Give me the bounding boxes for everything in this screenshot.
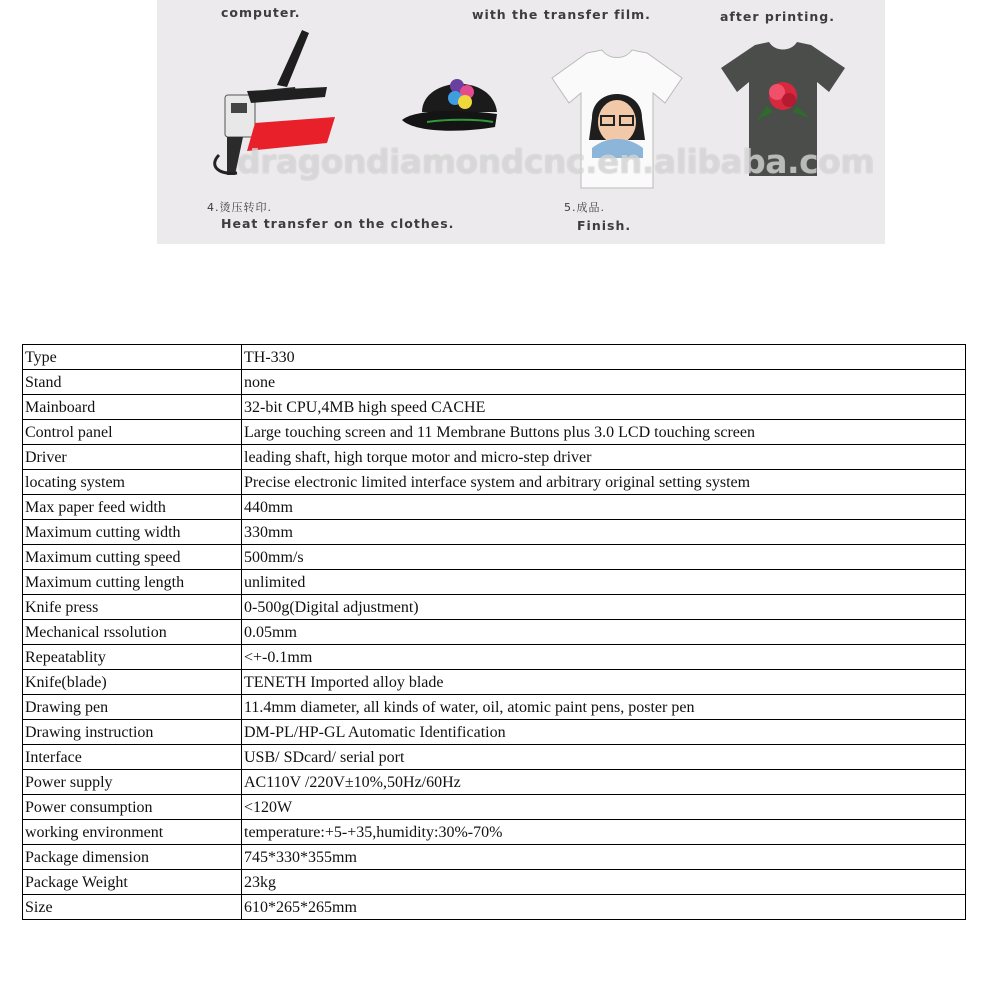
spec-value: leading shaft, high torque motor and micro-step driver [242,445,966,470]
table-row [23,670,966,695]
table-row [23,745,966,770]
spec-value: 11.4mm diameter, all kinds of water, oil, atomic paint pens, poster pen [242,695,966,720]
spec-label: Interface [23,745,242,770]
caption-computer: computer. [221,5,301,20]
table-row [23,545,966,570]
specifications-table [22,344,966,920]
table-row [23,495,966,520]
spec-value: 23kg [242,870,966,895]
spec-value: 610*265*265mm [242,895,966,920]
table-row [23,395,966,420]
spec-value: Large touching screen and 11 Membrane Buttons plus 3.0 LCD touching screen [242,420,966,445]
cap-image [397,72,502,150]
spec-label: Package dimension [23,845,242,870]
spec-label: Max paper feed width [23,495,242,520]
caption-step4-en: Heat transfer on the clothes. [221,216,455,231]
spec-label: Drawing pen [23,695,242,720]
table-row [23,420,966,445]
spec-value: TH-330 [242,345,966,370]
spec-label: working environment [23,820,242,845]
spec-label: Driver [23,445,242,470]
caption-transfer-film: with the transfer film. [472,7,651,22]
spec-value: unlimited [242,570,966,595]
spec-value: none [242,370,966,395]
table-row [23,820,966,845]
caption-after-printing: after printing. [720,9,835,24]
spec-value: 745*330*355mm [242,845,966,870]
spec-label: Repeatablity [23,645,242,670]
caption-step5-cn: 5.成品. [564,201,605,214]
table-row [23,795,966,820]
table-row [23,870,966,895]
spec-label: Knife press [23,595,242,620]
spec-value: AC110V /220V±10%,50Hz/60Hz [242,770,966,795]
table-row [23,845,966,870]
table-row [23,570,966,595]
table-row [23,895,966,920]
table-row [23,770,966,795]
table-row [23,620,966,645]
specifications-body [23,345,966,920]
table-row [23,720,966,745]
watermark-text: dragondiamondcnc.en.alibaba.com [237,142,875,181]
spec-label: Type [23,345,242,370]
spec-label: Knife(blade) [23,670,242,695]
caption-step4-cn: 4.烫压转印. [207,201,272,214]
table-row [23,370,966,395]
spec-value: 32-bit CPU,4MB high speed CACHE [242,395,966,420]
table-row [23,520,966,545]
spec-label: Mainboard [23,395,242,420]
spec-value: 0-500g(Digital adjustment) [242,595,966,620]
table-row [23,695,966,720]
table-row [23,470,966,495]
spec-label: Maximum cutting length [23,570,242,595]
spec-value: temperature:+5-+35,humidity:30%-70% [242,820,966,845]
spec-label: Maximum cutting speed [23,545,242,570]
spec-label: Power consumption [23,795,242,820]
table-row [23,595,966,620]
spec-value: 330mm [242,520,966,545]
spec-value: 500mm/s [242,545,966,570]
spec-label: Stand [23,370,242,395]
spec-value: <+-0.1mm [242,645,966,670]
spec-label: Maximum cutting width [23,520,242,545]
table-row [23,345,966,370]
spec-value: 0.05mm [242,620,966,645]
spec-label: Mechanical rssolution [23,620,242,645]
spec-value: DM-PL/HP-GL Automatic Identification [242,720,966,745]
spec-label: Package Weight [23,870,242,895]
caption-step5-en: Finish. [577,218,632,233]
spec-value: <120W [242,795,966,820]
process-illustration [157,0,885,244]
spec-label: locating system [23,470,242,495]
spec-value: USB/ SDcard/ serial port [242,745,966,770]
spec-value: 440mm [242,495,966,520]
spec-value: Precise electronic limited interface system and arbitrary original setting system [242,470,966,495]
table-row [23,445,966,470]
table-row [23,645,966,670]
spec-label: Power supply [23,770,242,795]
spec-value: TENETH Imported alloy blade [242,670,966,695]
spec-label: Drawing instruction [23,720,242,745]
spec-label: Size [23,895,242,920]
spec-label: Control panel [23,420,242,445]
